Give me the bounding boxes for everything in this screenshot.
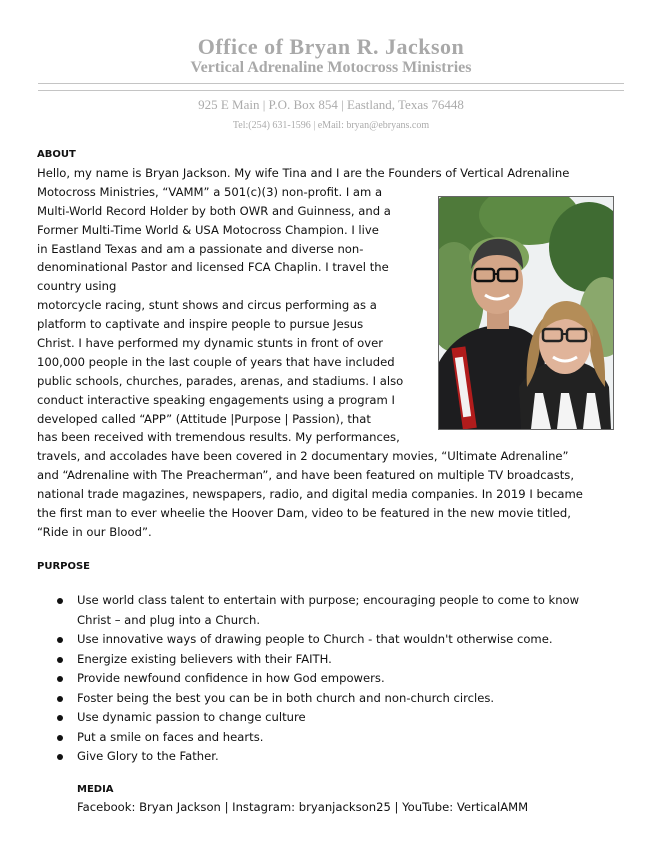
list-item-text: Use world class talent to entertain with purpose; encouraging people to come to know (77, 593, 580, 607)
header-divider-bottom (38, 90, 624, 91)
media-links: Facebook: Bryan Jackson | Instagram: bryanjackson25 | YouTube: VerticalAMM (77, 800, 529, 814)
list-item (55, 728, 635, 748)
purpose-list (55, 591, 635, 767)
about-line: the first man to ever wheelie the Hoover Dam, video to be featured in the new movie titled, (37, 506, 571, 521)
about-line: and “Adrenaline with The Preacherman”, and have been featured on multiple TV broadcasts, (37, 468, 575, 483)
about-line: motorcycle racing, stunt shows and circus performing as a (37, 298, 377, 313)
about-line: country using (37, 279, 117, 294)
list-item (55, 689, 635, 709)
list-item (55, 708, 635, 728)
about-line: national trade magazines, newspapers, radio, and digital media companies. In 2019 I became (37, 487, 583, 502)
list-item-text: Use dynamic passion to change culture (77, 710, 306, 724)
header-divider-top (38, 83, 624, 84)
about-line: public schools, churches, parades, arenas, and stadiums. I also (37, 373, 404, 388)
about-line: travels, and accolades have been covered in 2 documentary movies, “Ultimate Adrenaline” (37, 449, 569, 464)
letterhead (0, 34, 662, 78)
list-item-continuation (55, 611, 635, 631)
about-line: Motocross Ministries, “VAMM” a 501(c)(3) non-profit. I am a (37, 184, 383, 199)
bullet-icon (57, 657, 63, 663)
bullet-icon (57, 696, 63, 702)
about-line: conduct interactive speaking engagements using a program I (37, 392, 395, 407)
about-line: platform to captivate and inspire people to pursue Jesus (37, 317, 364, 332)
bullet-icon (57, 637, 63, 643)
list-item-text: Give Glory to the Father. (77, 749, 219, 763)
list-item-text: Provide newfound confidence in how God empowers. (77, 671, 385, 685)
about-heading: ABOUT (37, 149, 76, 160)
about-line: Hello, my name is Bryan Jackson. My wife Tina and I are the Founders of Vertical Adrenaline (37, 166, 570, 180)
bullet-icon (57, 598, 63, 604)
bullet-icon (57, 754, 63, 760)
bullet-icon (57, 735, 63, 741)
about-line: has been received with tremendous results. My performances, (37, 430, 400, 445)
list-item (55, 650, 635, 670)
founders-photo (438, 196, 614, 430)
page-title: Office of Bryan R. Jackson (197, 34, 465, 59)
list-item-text: Energize existing believers with their FAITH. (77, 651, 332, 666)
about-line: 100,000 people in the last couple of years that have included (37, 354, 395, 369)
about-line: in Eastland Texas and am a passionate and diverse non- (37, 241, 364, 256)
about-line: Former Multi-Time World & USA Motocross Champion. I live (37, 222, 379, 237)
address-line: 925 E Main | P.O. Box 854 | Eastland, Texas 76448 (198, 97, 464, 112)
about-line: developed called “APP” (Attitude |Purpose | Passion), that (37, 411, 371, 426)
list-item (55, 747, 635, 767)
list-item-text: Put a smile on faces and hearts. (77, 729, 264, 744)
list-item (55, 630, 635, 650)
page-subtitle: Vertical Adrenaline Motocross Ministries (190, 59, 472, 76)
about-line: Multi-World Record Holder by both OWR and Guinness, and a (37, 203, 391, 218)
list-item (55, 669, 635, 689)
list-item-text: Foster being the best you can be in both church and non-church circles. (77, 690, 495, 705)
list-item-text: Use innovative ways of drawing people to Church - that wouldn't otherwise come. (77, 632, 553, 646)
purpose-heading: PURPOSE (37, 561, 91, 572)
founders-photo-art (439, 197, 613, 429)
list-item-text: Christ – and plug into a Church. (77, 612, 261, 627)
about-line: Christ. I have performed my dynamic stunts in front of over (37, 336, 383, 351)
bullet-icon (57, 676, 63, 682)
about-line: denominational Pastor and licensed FCA Chaplin. I travel the (37, 260, 389, 275)
about-line: “Ride in our Blood”. (37, 524, 152, 539)
media-heading: MEDIA (77, 784, 114, 795)
list-item (55, 591, 635, 611)
contact-line: Tel:(254) 631-1596 | eMail: bryan@ebryans.com (232, 120, 430, 131)
bullet-icon (57, 715, 63, 721)
